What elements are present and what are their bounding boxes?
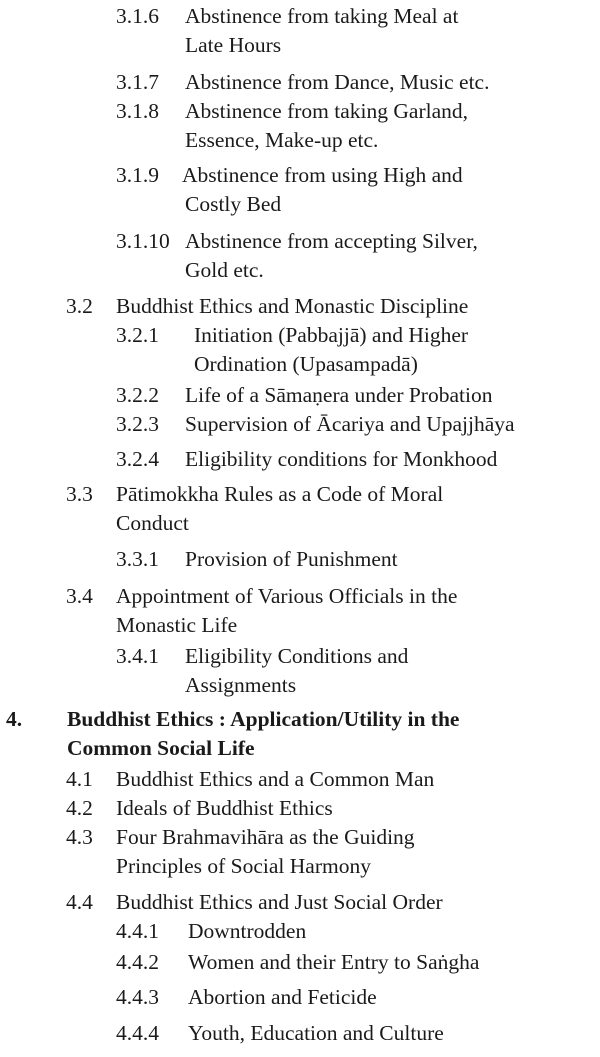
entry-title: Eligibility conditions for Monkhood	[185, 447, 498, 471]
entry-number: 4.4	[66, 890, 93, 914]
entry-number: 3.2.3	[116, 412, 159, 436]
entry-number: 4.2	[66, 796, 93, 820]
entry-number: 3.1.8	[116, 99, 159, 123]
entry-title: Supervision of Ācariya and Upajjhāya	[185, 412, 515, 436]
entry-title: Abstinence from accepting Silver, Gold etc.	[185, 229, 478, 282]
entry-number: 3.2.4	[116, 447, 159, 471]
entry-title: Women and their Entry to Saṅgha	[188, 950, 480, 974]
entry-title: Buddhist Ethics and Monastic Discipline	[116, 294, 469, 318]
chapter-title: Buddhist Ethics : Application/Utility in the Common Social Life	[67, 707, 460, 760]
entry-number: 4.4.4	[116, 1021, 159, 1045]
entry-number: 3.2.1	[116, 323, 159, 347]
entry-title: Abortion and Feticide	[188, 985, 377, 1009]
entry-title: Abstinence from taking Meal at Late Hours	[185, 4, 459, 57]
entry-title: Appointment of Various Officials in the Monastic Life	[116, 584, 458, 637]
entry-number: 3.3.1	[116, 547, 159, 571]
entry-number: 3.2.2	[116, 383, 159, 407]
entry-title: Downtrodden	[188, 919, 307, 943]
entry-title: Ideals of Buddhist Ethics	[116, 796, 333, 820]
entry-number: 3.3	[66, 482, 93, 506]
entry-number: 3.1.9	[116, 163, 159, 187]
entry-title: Initiation (Pabbajjā) and Higher Ordination (Upasampadā)	[194, 323, 469, 376]
chapter-number: 4.	[6, 707, 23, 731]
entry-number: 3.1.7	[116, 70, 159, 94]
entry-number: 4.4.3	[116, 985, 159, 1009]
entry-title: Pātimokkha Rules as a Code of Moral Conduct	[116, 482, 444, 535]
entry-number: 3.4	[66, 584, 93, 608]
entry-title: Four Brahmavihāra as the Guiding Principles of Social Harmony	[116, 825, 415, 878]
entry-title: Buddhist Ethics and a Common Man	[116, 767, 435, 791]
entry-title: Abstinence from Dance, Music etc.	[185, 70, 490, 94]
entry-title: Abstinence from taking Garland, Essence, Make-up etc.	[185, 99, 468, 152]
entry-title: Youth, Education and Culture	[188, 1021, 444, 1045]
entry-number: 3.2	[66, 294, 93, 318]
entry-title: Life of a Sāmaṇera under Probation	[185, 383, 493, 407]
entry-number: 4.3	[66, 825, 93, 849]
entry-number: 4.4.1	[116, 919, 159, 943]
entry-title: Buddhist Ethics and Just Social Order	[116, 890, 443, 914]
entry-number: 4.1	[66, 767, 93, 791]
entry-number: 3.4.1	[116, 644, 159, 668]
entry-title: Provision of Punishment	[185, 547, 398, 571]
entry-number: 3.1.10	[116, 229, 170, 253]
entry-title: Abstinence from using High and Costly Bed	[182, 163, 463, 216]
entry-title: Eligibility Conditions and Assignments	[185, 644, 409, 697]
entry-number: 3.1.6	[116, 4, 159, 28]
entry-number: 4.4.2	[116, 950, 159, 974]
